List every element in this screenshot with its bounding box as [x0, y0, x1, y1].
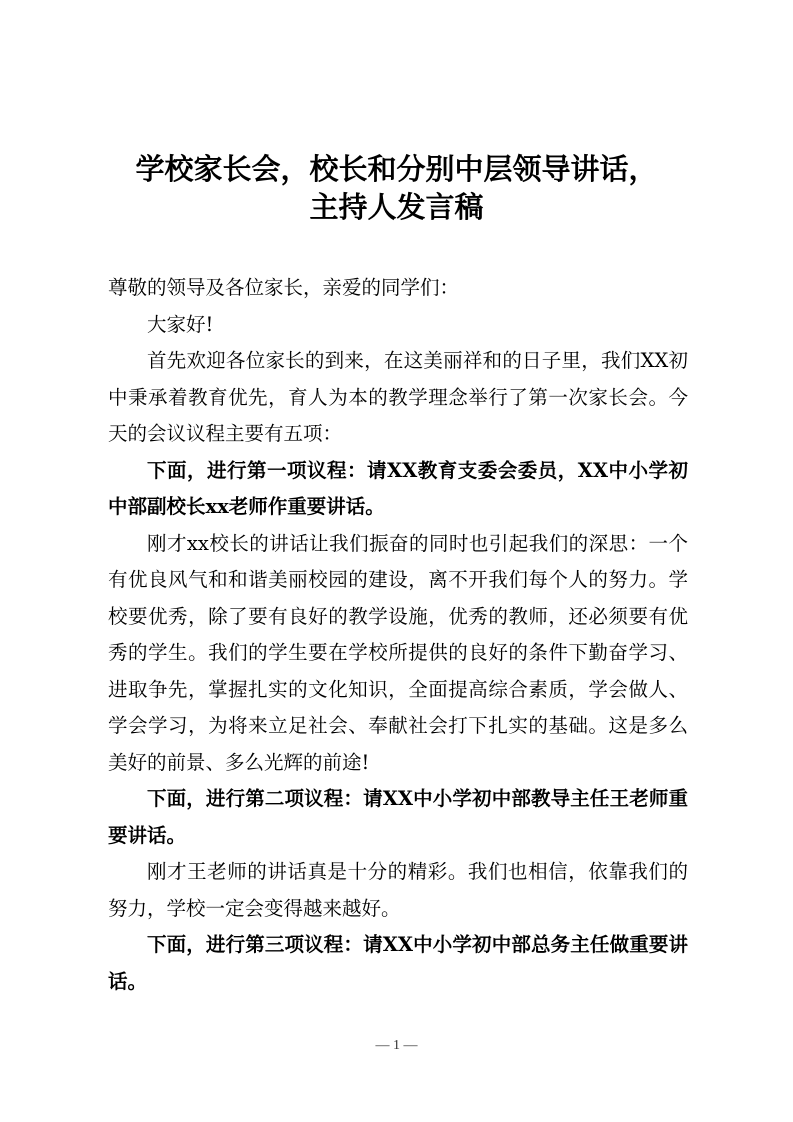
title-line-2: 主持人发言稿 — [309, 190, 484, 224]
teacher-wang-remarks-paragraph: 刚才王老师的讲话真是十分的精彩。我们也相信，依靠我们的努力，学校一定会变得越来越好。 — [108, 860, 688, 920]
welcome-paragraph: 首先欢迎各位家长的到来，在这美丽祥和的日子里，我们XX初中秉承着教育优先，育人为本的教学理念举行了第一次家长会。今天的会议议程主要有五项： — [108, 349, 688, 445]
agenda-item-3-paragraph: 下面，进行第三项议程：请XX中小学初中部总务主任做重要讲话。 — [108, 933, 688, 993]
title-line-1: 学校家长会，校长和分别中层领导讲话， — [135, 152, 658, 186]
greeting-paragraph: 大家好! — [147, 312, 214, 336]
document-title — [60, 150, 733, 226]
agenda-item-1-paragraph: 下面，进行第一项议程：请XX教育支委会委员，XX中小学初中部副校长xx老师作重要讲话。 — [108, 458, 688, 518]
salutation-paragraph: 尊敬的领导及各位家长，亲爱的同学们： — [108, 276, 460, 299]
agenda-item-2-paragraph: 下面，进行第二项议程：请XX中小学初中部教导主任王老师重要讲话。 — [108, 787, 688, 847]
page-number: — 1 — — [375, 1038, 418, 1053]
principal-remarks-paragraph: 刚才xx校长的讲话让我们振奋的同时也引起我们的深思：一个有优良风气和和谐美丽校园的建设，离不开我们每个人的努力。学校要优秀，除了要有良好的教学设施，优秀的教师，还必须要有优秀的学生。我们的学生要在学校所提供的良好的条件下勤奋学习、进取争先，掌握扎实的文化知识，全面提高综合素质，学会做人、学会学习，为将来立足社会、奉献社会打下扎实的基础。这是多么美好的前景、多么光辉的前途! — [108, 531, 688, 774]
document-body — [108, 270, 688, 1000]
